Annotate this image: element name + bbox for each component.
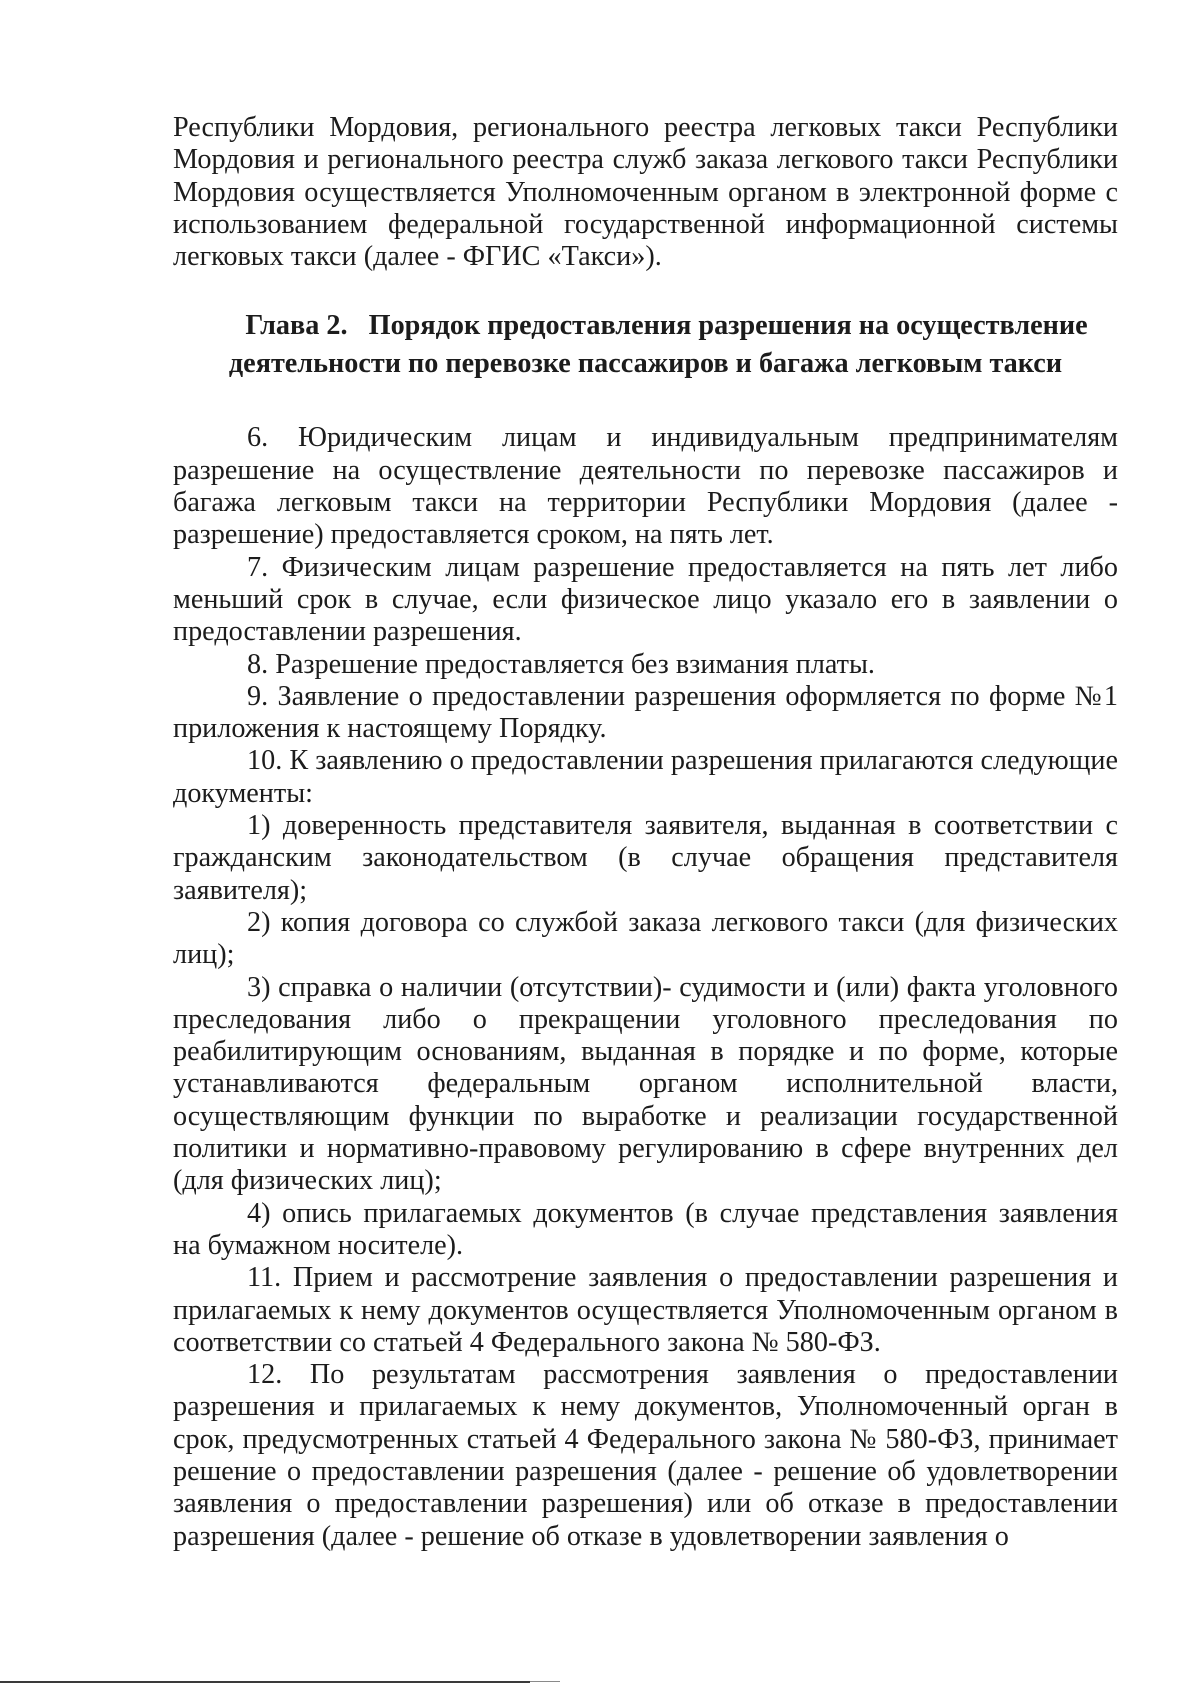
paragraph-10: 10. К заявлению о предоставлении разрешения прилагаются следующие документы: [173,745,1118,809]
paragraph-7: 7. Физическим лицам разрешение предоставляется на пять лет либо меньший срок в случае, если физическое лицо указало его в заявлении о предоставлении разрешения. [173,551,1118,648]
paragraph-9: 9. Заявление о предоставлении разрешения оформляется по форме №1 приложения к настоящему Порядку. [173,680,1118,745]
document-page [173,112,1118,1553]
intro-paragraph: Республики Мордовия, регионального реестра легковых такси Республики Мордовия и регионального реестра служб заказа легкового такси Республики Мордовия осуществляется Уполномоченным органом в электронной форме с использованием федеральной государственной информационной системы легковых такси (далее - ФГИС «Такси»). [173,112,1118,273]
page-bottom-rule-tail [530,1681,560,1682]
paragraph-8: 8. Разрешение предоставляется без взимания платы. [247,648,875,680]
chapter-heading-line-2: деятельности по перевозке пассажиров и багажа легковым такси [228,348,1063,380]
paragraph-6: 6. Юридическим лицам и индивидуальным предпринимателям разрешение на осуществление деятельности по перевозке пассажиров и багажа легковым такси на территории Республики Мордовия (далее - разрешение) предоставляется сроком, на пять лет. [173,422,1118,551]
list-item-2: 2) копия договора со службой заказа легкового такси (для физических лиц); [173,906,1118,971]
list-item-4: 4) опись прилагаемых документов (в случае представления заявления на бумажном носителе). [173,1197,1118,1261]
chapter-heading-line-1: Глава 2. Порядок предоставления разрешения на осуществление [245,310,1088,342]
paragraph-11: 11. Прием и рассмотрение заявления о предоставлении разрешения и прилагаемых к нему документов осуществляется Уполномоченным органом в соответствии со статьей 4 Федерального закона № 580-ФЗ. [173,1262,1118,1358]
chapter-heading [173,307,1118,383]
paragraph-12: 12. По результатам рассмотрения заявления о предоставлении разрешения и прилагаемых к нему документов, Уполномоченный орган в срок, предусмотренных статьей 4 Федерального закона № 580-ФЗ, принимает решение о предоставлении разрешения (далее - решение об удовлетворении заявления о предоставлении разрешения) или об отказе в предоставлении разрешения (далее - решение об отказе в удовлетворении заявления о [173,1359,1118,1552]
list-item-3: 3) справка о наличии (отсутствии)- судимости и (или) факта уголовного преследования либо о прекращении уголовного преследования по реабилитирующим основаниям, выданная в порядке и по форме, которые устанавливаются федеральным органом исполнительной власти, осуществляющим функции по выработке и реализации государственной политики и нормативно-правовому регулированию в сфере внутренних дел (для физических лиц); [173,971,1118,1197]
list-item-1: 1) доверенность представителя заявителя, выданная в соответствии с гражданским законодательством (в случае обращения представителя заявителя); [173,810,1118,906]
page-bottom-rule [0,1681,530,1683]
